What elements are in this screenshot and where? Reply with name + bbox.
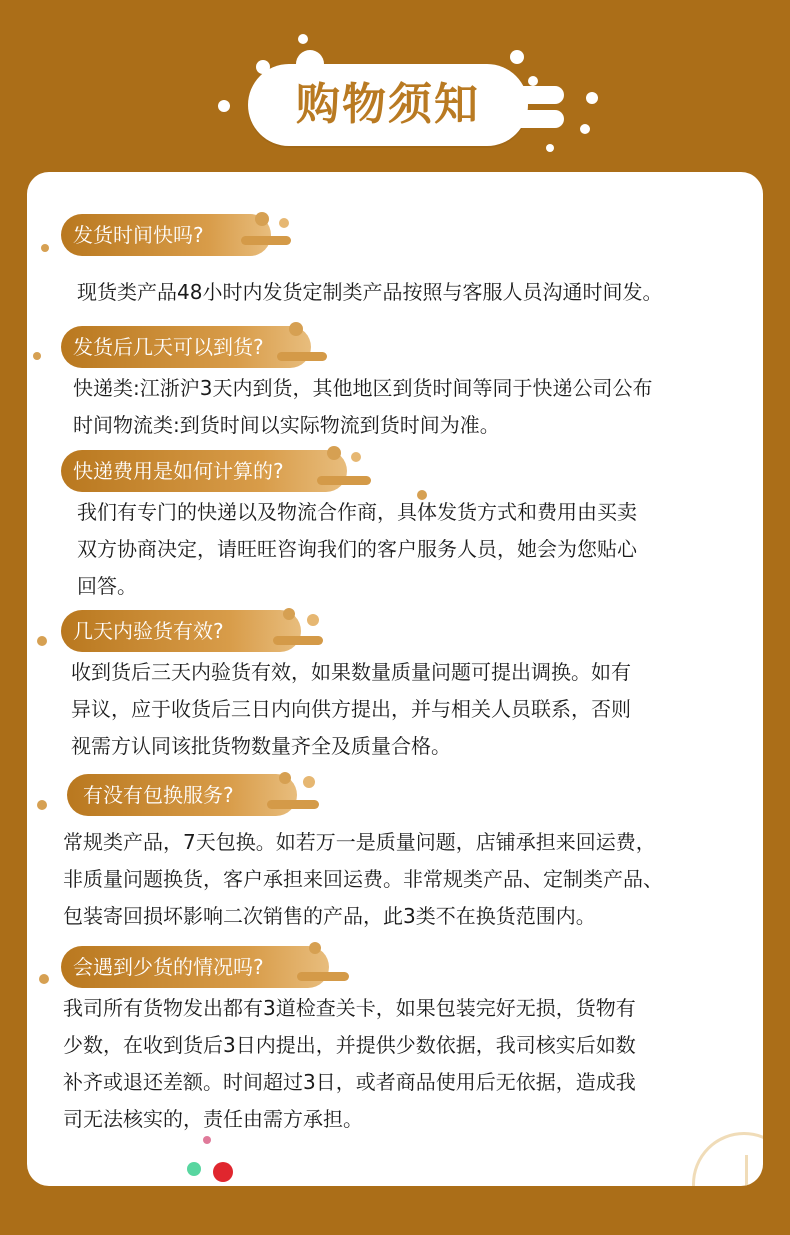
drip-dot bbox=[303, 776, 315, 788]
banner-splash-dot bbox=[510, 50, 524, 64]
drip-dot bbox=[279, 218, 289, 228]
question-text: 有没有包换服务? bbox=[83, 783, 234, 807]
drip-dot bbox=[309, 942, 321, 954]
notice-card bbox=[27, 172, 763, 1186]
drip-bar bbox=[317, 476, 371, 485]
banner-splash-dot bbox=[528, 76, 538, 86]
drip-dot bbox=[39, 974, 49, 984]
answer-line: 补齐或退还差额。时间超过3日，或者商品使用后无依据，造成我 bbox=[63, 1070, 636, 1094]
drip-dot bbox=[279, 772, 291, 784]
banner-splash-dot bbox=[218, 100, 230, 112]
question-text: 几天内验货有效? bbox=[73, 619, 224, 643]
answer-line: 包装寄回损坏影响二次销售的产品，此3类不在换货范围内。 bbox=[63, 904, 596, 928]
drip-bar bbox=[277, 352, 327, 361]
answer-line: 时间物流类:到货时间以实际物流到货时间为准。 bbox=[73, 413, 500, 437]
answer-line: 回答。 bbox=[77, 574, 137, 598]
question-text: 快递费用是如何计算的? bbox=[73, 459, 284, 483]
answer-line: 司无法核实的，责任由需方承担。 bbox=[63, 1107, 363, 1131]
answer-line: 收到货后三天内验货有效，如果数量质量问题可提出调换。如有 bbox=[71, 660, 631, 684]
drip-dot bbox=[33, 352, 41, 360]
drip-dot bbox=[327, 446, 341, 460]
drip-dot bbox=[37, 800, 47, 810]
answer-line: 少数，在收到货后3日内提出，并提供少数依据，我司核实后如数 bbox=[63, 1033, 636, 1057]
question-text: 发货时间快吗? bbox=[73, 223, 204, 247]
clock-hand bbox=[745, 1155, 748, 1186]
banner-splash-dot bbox=[298, 34, 308, 44]
banner-splash-dot bbox=[546, 144, 554, 152]
answer-line: 我们有专门的快递以及物流合作商，具体发货方式和费用由买卖 bbox=[77, 500, 637, 524]
drip-bar bbox=[273, 636, 323, 645]
clock-icon bbox=[692, 1132, 763, 1186]
answer-line: 现货类产品48小时内发货定制类产品按照与客服人员沟通时间发。 bbox=[77, 280, 663, 304]
decor-dot bbox=[213, 1162, 233, 1182]
answer-line: 异议，应于收货后三日内向供方提出，并与相关人员联系，否则 bbox=[71, 697, 631, 721]
drip-dot bbox=[289, 322, 303, 336]
answer-line: 非质量问题换货，客户承担来回运费。非常规类产品、定制类产品、 bbox=[63, 867, 663, 891]
question-text: 发货后几天可以到货? bbox=[73, 335, 264, 359]
drip-bar bbox=[241, 236, 291, 245]
answer-line: 快递类:江浙沪3天内到货，其他地区到货时间等同于快递公司公布 bbox=[73, 376, 653, 400]
drip-dot bbox=[351, 452, 361, 462]
decor-dot bbox=[187, 1162, 201, 1176]
decor-dot bbox=[203, 1136, 211, 1144]
page-title: 购物须知 bbox=[296, 79, 480, 130]
header-banner bbox=[200, 20, 620, 170]
drip-dot bbox=[255, 212, 269, 226]
question-text: 会遇到少货的情况吗? bbox=[73, 955, 264, 979]
drip-dot bbox=[307, 614, 319, 626]
answer-line: 双方协商决定，请旺旺咨询我们的客户服务人员，她会为您贴心 bbox=[77, 537, 637, 561]
drip-bar bbox=[267, 800, 319, 809]
drip-dot bbox=[283, 608, 295, 620]
drip-bar bbox=[297, 972, 349, 981]
banner-splash-dot bbox=[580, 124, 590, 134]
clock-hand bbox=[745, 1185, 763, 1186]
answer-line: 视需方认同该批货物数量齐全及质量合格。 bbox=[71, 734, 451, 758]
answer-line: 常规类产品，7天包换。如若万一是质量问题，店铺承担来回运费， bbox=[63, 830, 656, 854]
banner-splash-dot bbox=[586, 92, 598, 104]
drip-dot bbox=[41, 244, 49, 252]
answer-line: 我司所有货物发出都有3道检查关卡，如果包装完好无损，货物有 bbox=[63, 996, 636, 1020]
drip-dot bbox=[37, 636, 47, 646]
